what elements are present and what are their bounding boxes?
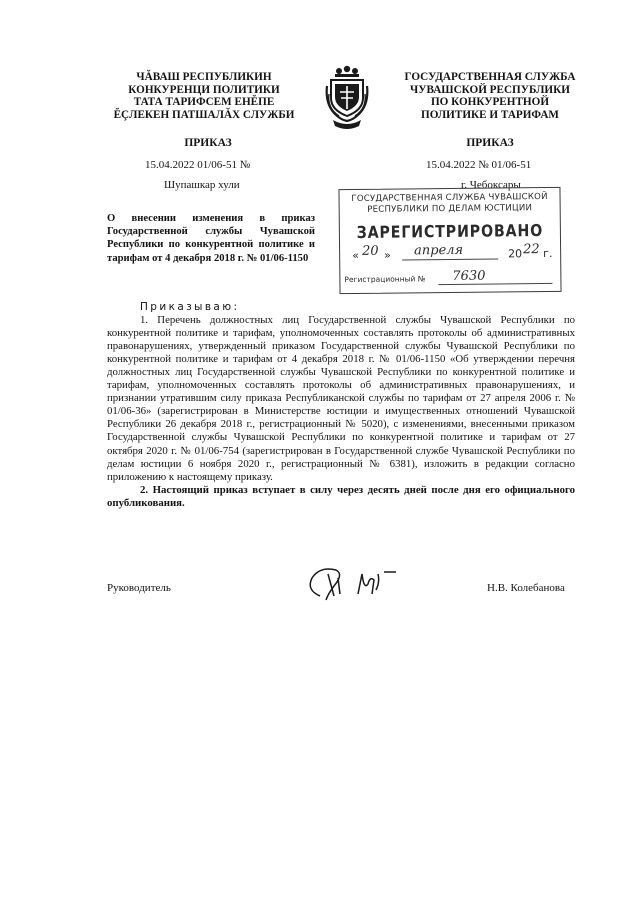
stamp-day: 20 xyxy=(362,243,379,259)
header-left xyxy=(106,71,302,121)
header-right-line2: ЧУВАШСКОЙ РЕСПУБЛИКИ xyxy=(410,83,570,96)
header-right-line4: ПОЛИТИКЕ И ТАРИФАМ xyxy=(421,108,559,121)
right-order-city: г. Чебоксары xyxy=(461,179,521,191)
stamp-reg-number: 7630 xyxy=(452,268,486,284)
stamp-quote-open: « xyxy=(352,248,359,263)
right-order-number: 15.04.2022 № 01/06-51 xyxy=(426,159,532,171)
signature-position: Руководитель xyxy=(107,582,171,594)
stamp-year-unit: г. xyxy=(543,246,553,261)
handwritten-signature-icon xyxy=(300,560,410,608)
registration-stamp xyxy=(338,187,561,294)
header-right-line1: ГОСУДАРСТВЕННАЯ СЛУЖБА xyxy=(404,71,576,83)
header-right xyxy=(390,71,590,121)
header-left-line3: ТАТА ТАРИФСЕМ ЕНĔПЕ xyxy=(133,96,275,109)
stamp-org-line1: ГОСУДАРСТВЕННАЯ СЛУЖБА ЧУВАШСКОЙ xyxy=(351,191,548,205)
paragraph-2: 2. Настоящий приказ вступает в силу через десять дней после дня его официального опубликования. xyxy=(107,483,575,509)
order-word: Приказываю: xyxy=(140,301,240,313)
stamp-year-suffix: 22 xyxy=(523,242,540,258)
header-left-line4: ĔÇЛЕКЕН ПАТШАЛĂХ СЛУЖБИ xyxy=(113,108,295,121)
stamp-status: ЗАРЕГИСТРИРОВАНО xyxy=(356,221,544,242)
left-order-number: 15.04.2022 01/06-51 № xyxy=(145,159,251,171)
stamp-date-row xyxy=(340,242,560,266)
order-subject: О внесении изменения в приказ Государственной службы Чувашской Республики по конкурентной политике и тарифам от 4 декабря 2018 г. № 01/06-1150 xyxy=(107,213,315,264)
left-order-title: ПРИКАЗ xyxy=(184,137,232,149)
stamp-year-prefix: 20 xyxy=(508,247,523,261)
stamp-month: апреля xyxy=(414,242,464,259)
signature-name: Н.В. Колебанова xyxy=(487,582,565,594)
left-order-city: Шупашкар хули xyxy=(164,179,240,191)
header-left-line2: КОНКУРЕНЦИ ПОЛИТИКИ xyxy=(128,83,280,96)
header-right-line3: ПО КОНКУРЕНТНОЙ xyxy=(430,96,550,109)
stamp-reg-label: Регистрационный № xyxy=(344,274,426,285)
header-left-line1: ЧĂВАШ РЕСПУБЛИКИН xyxy=(136,71,272,83)
right-order-title: ПРИКАЗ xyxy=(466,137,514,149)
stamp-reg-row xyxy=(340,268,560,288)
order-body xyxy=(107,301,575,510)
coat-of-arms-icon xyxy=(325,64,369,132)
stamp-org-line2: РЕСПУБЛИКИ ПО ДЕЛАМ ЮСТИЦИИ xyxy=(367,203,533,215)
stamp-quote-close: » xyxy=(384,248,391,262)
paragraph-1: 1. Перечень должностных лиц Государственной службы Чувашской Республики по конкурентной политике и тарифам, уполномоченных составлять протоколы об административных правонарушениях, утвержденный приказом Государственной службы Чувашской Республики по конкурентной политике и тарифам от 4 декабря 2018 г. № 01/06-1150 «Об утверждении перечня должностных лиц Государственной службы Чувашской Республики по конкурентной политике и тарифам, уполномоченных составлять протоколы об административных правонарушениях, и признании утратившим силу приказа Республиканской службы по тарифам от 27 апреля 2006 г. № 01/06-36» (зарегистрирован в Министерстве юстиции и имущественных отношений Чувашской Республики 26 декабря 2018 г., регистрационный № 5020), с изменениями, внесенными приказом Государственной службы Чувашской Республики по конкурентной политике и тарифам от 27 октября 2020 г. № 01/06-754 (зарегистрирован в Государственной службе Чувашской Республики по делам юстиции 6 ноября 2020 г., регистрационный № 6381), изложить в редакции согласно приложению к настоящему приказу. xyxy=(107,314,575,483)
